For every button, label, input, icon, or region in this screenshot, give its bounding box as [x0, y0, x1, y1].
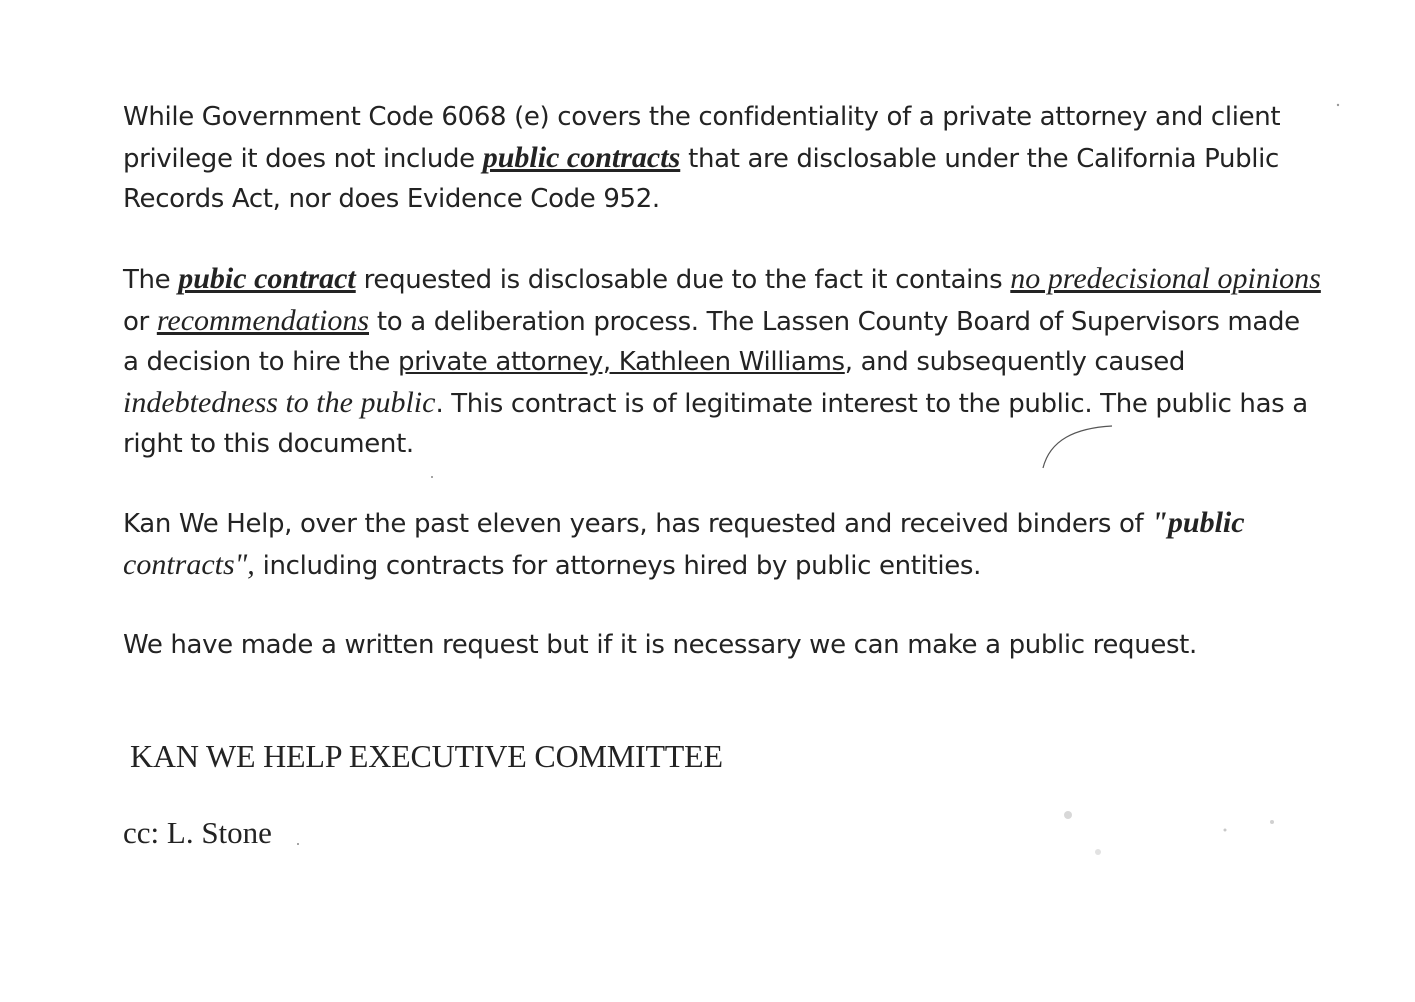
emphasis-quote-contracts: contracts", [123, 547, 255, 581]
paragraph2-text-b: requested is disclosable due to the fact it contains [355, 265, 1011, 295]
signature-committee: KAN WE HELP EXECUTIVE COMMITTEE [130, 738, 723, 774]
paragraph3-text-a: Kan We Help, over the past eleven years, has requested and received binders of [123, 509, 1152, 539]
emphasis-no-predecisional-opinions: no predecisional opinions [1010, 262, 1321, 295]
emphasis-indebtedness: indebtedness to the public [123, 385, 436, 419]
paragraph2-text-d: to a deliberation process. The Lassen County Board of Supervisors made a decision to hire the [123, 306, 1300, 377]
paragraph-government-code [123, 97, 1323, 220]
paragraph2-text-a: The [123, 265, 179, 295]
scan-speck [297, 843, 299, 845]
scan-speck [1224, 829, 1227, 832]
paragraph-kan-we-help [123, 503, 1323, 586]
scan-speck [1270, 820, 1274, 824]
scan-speck [1064, 811, 1072, 819]
carbon-copy-line: cc: L. Stone [123, 815, 272, 850]
paragraph2-text-e: , and subsequently caused [844, 347, 1186, 377]
paragraph2-text-c: or [123, 306, 157, 337]
paragraph1-text-a: While Government Code 6068 (e) covers the confidentiality of a private attorney and client privilege it does not include [123, 102, 1281, 174]
paragraph3-text-b: including contracts for attorneys hired by public entities. [254, 550, 981, 581]
emphasis-private-attorney: private attorney, Kathleen Williams [397, 347, 845, 377]
paragraph2-text-f: . This contract is of legitimate interest to the public. The public has a right to this document. [123, 388, 1308, 459]
emphasis-quote-public: "public [1151, 506, 1245, 539]
paragraph1-text-b: that are disclosable under the California Public Records Act, nor does Evidence Code 952. [123, 143, 1279, 214]
scan-speck [1337, 104, 1339, 106]
scan-speck [1095, 849, 1101, 855]
emphasis-public-contracts: public contracts [482, 140, 681, 174]
paragraph-written-request [123, 625, 1323, 666]
paragraph4-text: We have made a written request but if it is necessary we can make a public request. [123, 630, 1197, 660]
emphasis-pubic-contract: pubic contract [178, 262, 356, 295]
emphasis-recommendations: recommendations [156, 303, 369, 337]
scan-speck [431, 476, 433, 478]
paragraph-disclosable [123, 259, 1323, 465]
